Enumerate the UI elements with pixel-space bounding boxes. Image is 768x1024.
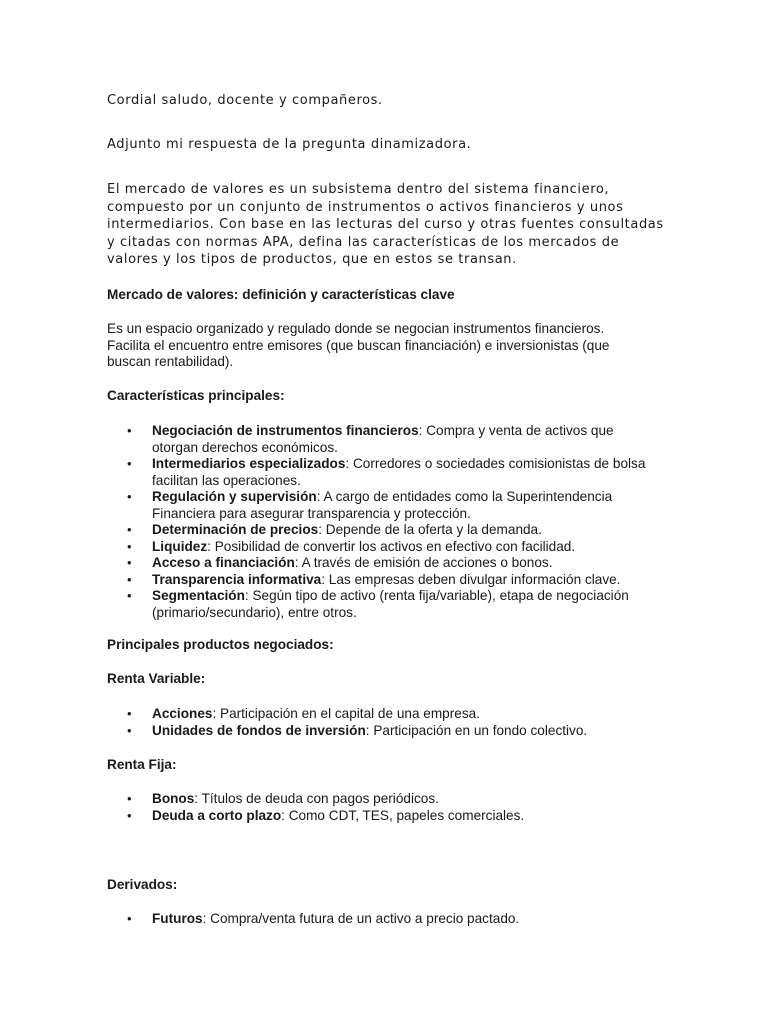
bullet-icon: • xyxy=(127,911,132,926)
bullet-icon: • xyxy=(127,706,132,721)
bullet-icon: • xyxy=(127,538,132,554)
list-item: • Intermediarios especializados: Corredores o sociedades comisionistas de bolsa facilitan las operaciones. xyxy=(127,456,646,488)
bullet-icon: • xyxy=(127,555,132,570)
definition-paragraph: Es un espacio organizado y regulado donde se negocian instrumentos financieros. Facilita el encuentro entre emisores (que buscan financiación) e inversionistas (que buscan rentabilidad). xyxy=(107,321,610,369)
list-item: • Liquidez: Posibilidad de convertir los activos en efectivo con facilidad. xyxy=(127,538,576,554)
bullet-icon: • xyxy=(127,489,132,504)
list-item: • Bonos: Títulos de deuda con pagos periódicos. xyxy=(127,791,439,806)
attachment-note: Adjunto mi respuesta de la pregunta dinamizadora. xyxy=(107,137,472,152)
derivados-list xyxy=(107,911,647,928)
greeting-text: Cordial saludo, docente y compañeros. xyxy=(107,93,383,108)
list-item: • Unidades de fondos de inversión: Participación en un fondo colectivo. xyxy=(127,722,588,738)
bullet-icon: • xyxy=(127,791,132,806)
list-item: • Segmentación: Según tipo de activo (renta fija/variable), etapa de negociación (primario/secundario), entre otros. xyxy=(127,588,629,620)
renta-fija-heading: Renta Fija: xyxy=(107,757,177,772)
list-item: • Deuda a corto plazo: Como CDT, TES, papeles comerciales. xyxy=(127,807,525,823)
list-item: • Futuros: Compra/venta futura de un activo a precio pactado. xyxy=(127,911,520,926)
list-item: • Negociación de instrumentos financieros: Compra y venta de activos que otorgan derechos económicos. xyxy=(127,423,614,455)
bullet-icon: • xyxy=(127,522,132,537)
list-item: • Determinación de precios: Depende de la oferta y la demanda. xyxy=(127,522,542,537)
characteristics-list xyxy=(107,423,647,621)
renta-fija-list xyxy=(107,791,647,824)
bullet-icon: • xyxy=(127,722,132,738)
list-item: • Transparencia informativa: Las empresas deben divulgar información clave. xyxy=(127,571,621,587)
list-item: • Acceso a financiación: A través de emisión de acciones o bonos. xyxy=(127,555,553,570)
renta-variable-list xyxy=(107,706,647,739)
bullet-icon: • xyxy=(127,571,132,587)
derivados-heading: Derivados: xyxy=(107,877,178,892)
list-item: • Regulación y supervisión: A cargo de entidades como la Superintendencia Financiera para asegurar transparencia y protección. xyxy=(127,489,613,521)
list-item: • Acciones: Participación en el capital de una empresa. xyxy=(127,706,480,721)
bullet-icon: • xyxy=(127,456,132,471)
question-paragraph: El mercado de valores es un subsistema dentro del sistema financiero, compuesto por un conjunto de instrumentos o activos financieros y unos intermediarios. Con base en las lecturas del curso y otras fuentes consultadas y citadas con normas APA, defina las características de los mercados de valores y los tipos de productos, que en estos se transan. xyxy=(107,182,664,267)
renta-variable-heading: Renta Variable: xyxy=(107,671,206,686)
bullet-icon: • xyxy=(127,807,132,823)
section-heading-definition: Mercado de valores: definición y características clave xyxy=(107,287,455,302)
products-heading: Principales productos negociados: xyxy=(107,637,334,652)
bullet-icon: • xyxy=(127,423,132,438)
bullet-icon: • xyxy=(127,588,132,603)
characteristics-heading: Características principales: xyxy=(107,388,285,403)
